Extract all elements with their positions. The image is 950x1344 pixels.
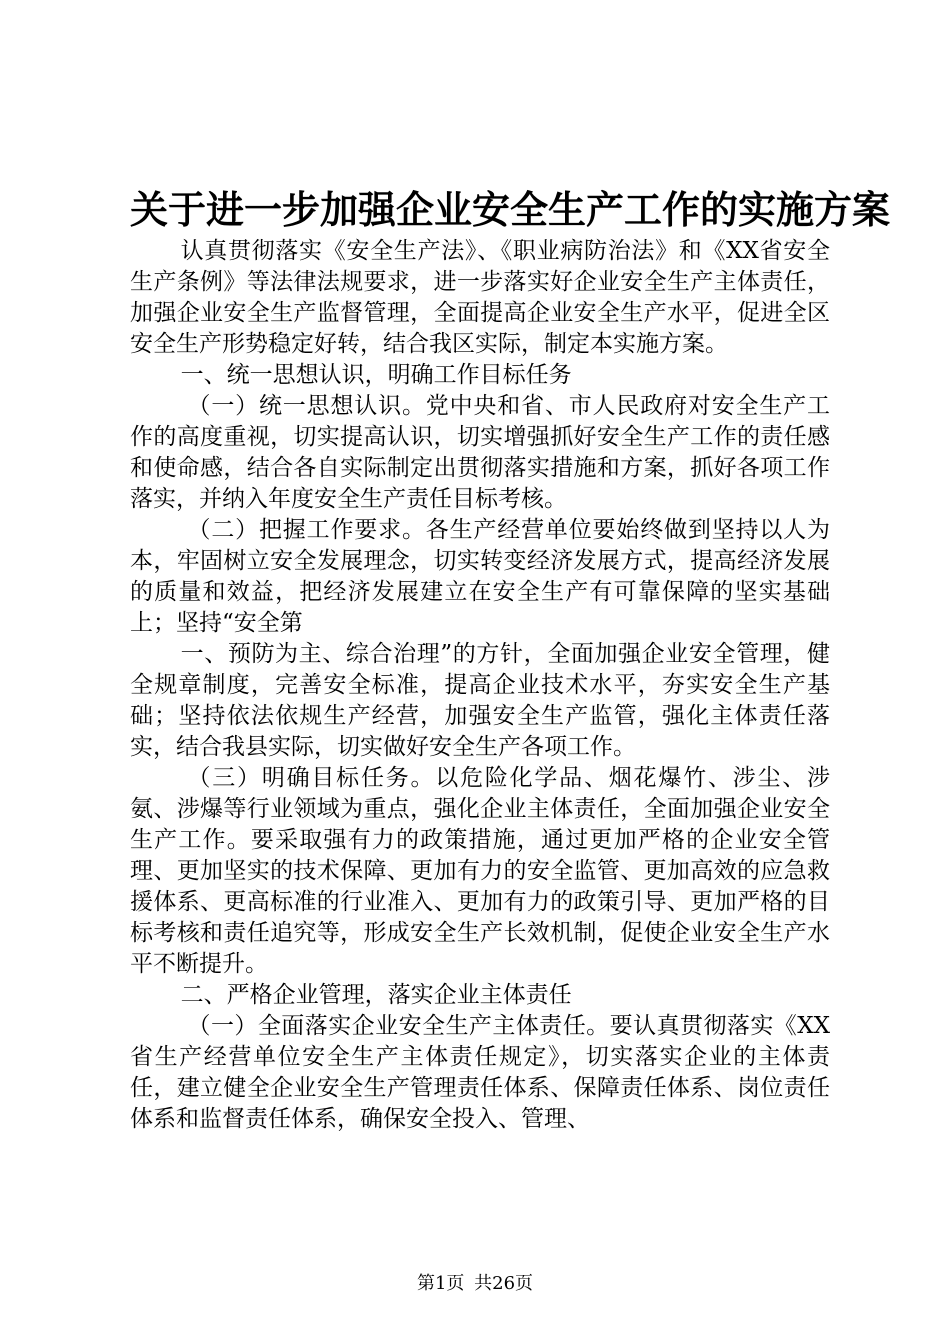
paragraph-1-2-continued: 一、预防为主、综合治理”的方针，全面加强企业安全管理，健全规章制度，完善安全标准，提高企业技术水平，夯实安全生产基础；坚持依法依规生产经营，加强安全生产监管，强化主体责任落实，结合我县实际，切实做好安全生产各项工作。 bbox=[130, 641, 830, 760]
paragraph-1-2: （二）把握工作要求。各生产经营单位要始终做到坚持以人为本，牢固树立安全发展理念，切实转变经济发展方式，提高经济发展的质量和效益，把经济发展建立在安全生产有可靠保障的坚实基础上；坚持“安全第 bbox=[130, 517, 830, 636]
intro-paragraph: 认真贯彻落实《安全生产法》、《职业病防治法》和《XX省安全生产条例》等法律法规要求，进一步落实好企业安全生产主体责任，加强企业安全生产监督管理，全面提高企业安全生产水平，促进全区安全生产形势稳定好转，结合我区实际，制定本实施方案。 bbox=[130, 238, 830, 357]
document-title: 关于进一步加强企业安全生产工作的实施方案 bbox=[130, 188, 891, 232]
page-total: 共26页 bbox=[474, 1273, 534, 1294]
page-footer bbox=[0, 1272, 950, 1296]
paragraph-2-1: （一）全面落实企业安全生产主体责任。要认真贯彻落实《XX省生产经营单位安全生产主体责任规定》，切实落实企业的主体责任，建立健全企业安全生产管理责任体系、保障责任体系、岗位责任体系和监督责任体系，确保安全投入、管理、 bbox=[130, 1013, 830, 1132]
page-number: 第1页 bbox=[416, 1273, 465, 1294]
paragraph-1-1: （一）统一思想认识。党中央和省、市人民政府对安全生产工作的高度重视，切实提高认识，切实增强抓好安全生产工作的责任感和使命感，结合各自实际制定出贯彻落实措施和方案，抓好各项工作落实，并纳入年度安全生产责任目标考核。 bbox=[130, 393, 830, 512]
document-body bbox=[130, 236, 830, 1135]
section-heading-1: 一、统一思想认识，明确工作目标任务 bbox=[180, 362, 572, 388]
paragraph-1-3: （三）明确目标任务。以危险化学品、烟花爆竹、涉尘、涉氨、涉爆等行业领域为重点，强化企业主体责任，全面加强企业安全生产工作。要采取强有力的政策措施，通过更加严格的企业安全管理、更加坚实的技术保障、更加有力的安全监管、更加高效的应急救援体系、更高标准的行业准入、更加有力的政策引导、更加严格的目标考核和责任追究等，形成安全生产长效机制，促使企业安全生产水平不断提升。 bbox=[130, 765, 830, 977]
section-heading-2: 二、严格企业管理，落实企业主体责任 bbox=[180, 982, 572, 1008]
